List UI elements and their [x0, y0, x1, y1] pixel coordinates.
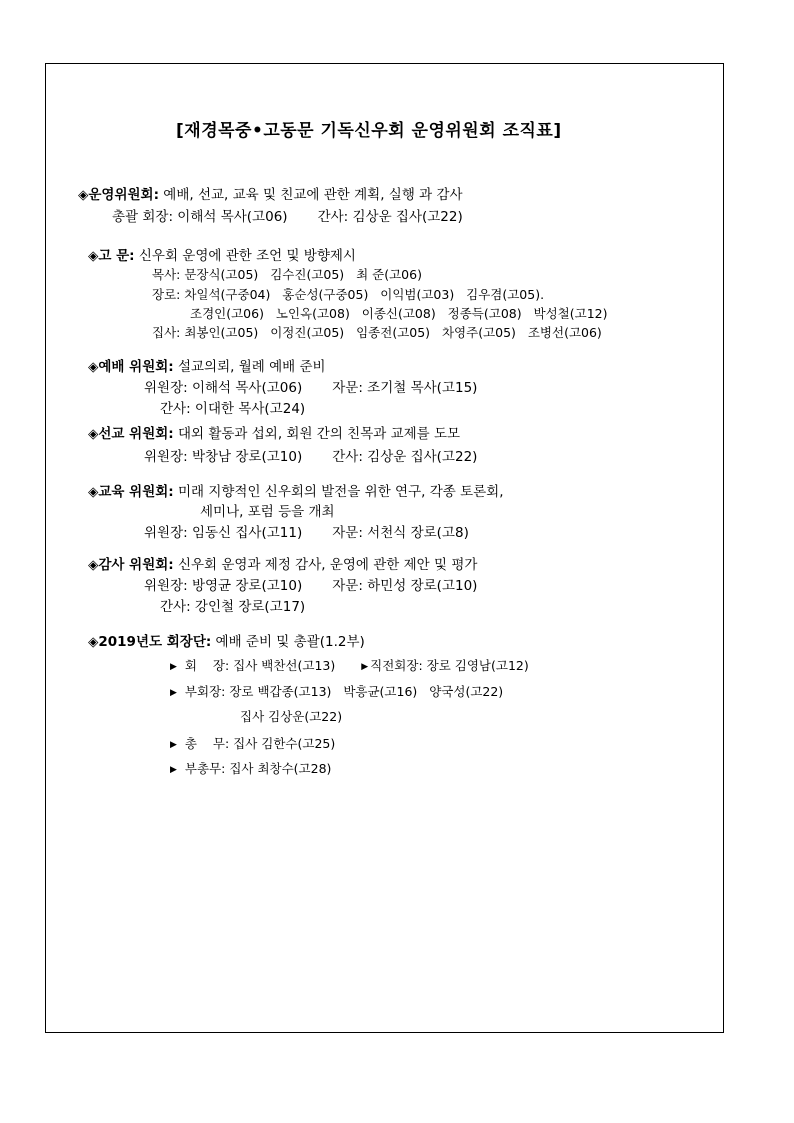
section-desc: 예배, 선교, 교육 및 친교에 관한 계획, 실행 과 감사 — [159, 187, 463, 203]
mission-chair-line: 위원장: 박창남 장로(고10) 간사: 김상운 집사(고22) — [144, 449, 478, 465]
section-desc: 대외 활동과 섭외, 회원 간의 친목과 교제를 도모 — [173, 426, 461, 442]
triangle-bullet-icon: ▶ — [170, 688, 177, 698]
section-head: ◈2019년도 회장단: — [88, 634, 212, 650]
section-head: ◈선교 위원회: — [88, 426, 174, 442]
mission-heading — [88, 425, 460, 443]
audit-heading — [88, 556, 477, 574]
vice-president-cont: 집사 김상운(고22) — [240, 709, 343, 724]
section-head: ◈감사 위원회: — [88, 557, 174, 573]
section-desc: 미래 지향적인 신우회의 발전을 위한 연구, 각종 토론회, — [173, 484, 504, 500]
advisor-heading — [88, 247, 356, 265]
operating-chair-line: 총괄 회장: 이해석 목사(고06) 간사: 김상운 집사(고22) — [112, 209, 463, 225]
triangle-bullet-icon: ▶ — [170, 765, 177, 775]
education-heading — [88, 483, 504, 501]
section-desc: 예배 준비 및 총괄(1.2부) — [211, 634, 365, 650]
presidium-heading — [88, 633, 365, 651]
audit-secretary-line: 간사: 강인철 장로(고17) — [160, 599, 306, 615]
worship-chair-line: 위원장: 이해석 목사(고06) 자문: 조기철 목사(고15) — [144, 380, 478, 396]
section-desc: 설교의뢰, 월례 예배 준비 — [173, 359, 326, 375]
education-chair-line: 위원장: 임동신 집사(고11) 자문: 서천식 장로(고8) — [144, 525, 469, 541]
vice-secretary-text: 부총무: 집사 최창수(고28) — [184, 761, 332, 776]
advisor-elders-cont: 조경인(고06) 노인옥(고08) 이종신(고08) 정종득(고08) 박성철(고12) — [190, 306, 608, 321]
audit-chair-line: 위원장: 방영균 장로(고10) 자문: 하민성 장로(고10) — [144, 578, 478, 594]
worship-secretary-line: 간사: 이대한 목사(고24) — [160, 401, 306, 417]
president-line — [170, 657, 529, 676]
triangle-bullet-icon: ▶ — [170, 662, 177, 672]
advisor-deacons: 집사: 최봉인(고05) 이정진(고05) 임종전(고05) 차영주(고05) 조병선(고06) — [152, 325, 602, 340]
past-president-text: 직전회장: 장로 김영남(고12) — [370, 658, 529, 673]
advisor-pastors: 목사: 문장식(고05) 김수진(고05) 최 준(고06) — [152, 267, 422, 282]
president-text: 회 장: 집사 백찬선(고13) — [184, 658, 336, 673]
vice-president-text: 부회장: 장로 백갑종(고13) 박흥균(고16) 양국성(고22) — [184, 684, 504, 699]
secretary-line — [170, 735, 335, 754]
triangle-bullet-icon: ▶ — [361, 662, 369, 672]
page-title: [재경목중•고동문 기독신우회 운영위원회 조직표] — [176, 121, 562, 141]
education-desc-cont: 세미나, 포럼 등을 개최 — [200, 504, 335, 520]
section-head: ◈교육 위원회: — [88, 484, 174, 500]
section-head: ◈예배 위원회: — [88, 359, 174, 375]
worship-heading — [88, 358, 326, 376]
section-desc: 신우회 운영에 관한 조언 및 방향제시 — [134, 248, 356, 264]
vice-president-line — [170, 683, 503, 702]
operating-committee-heading — [78, 186, 463, 204]
section-head: ◈고 문: — [88, 248, 135, 264]
section-head: ◈운영위원회: — [78, 187, 159, 203]
secretary-text: 총 무: 집사 김한수(고25) — [184, 736, 336, 751]
vice-secretary-line — [170, 760, 331, 779]
section-desc: 신우회 운영과 제정 감사, 운영에 관한 제안 및 평가 — [173, 557, 478, 573]
triangle-bullet-icon: ▶ — [170, 740, 177, 750]
advisor-elders: 장로: 차일석(구중04) 홍순성(구중05) 이익범(고03) 김우겸(고05). — [152, 287, 545, 302]
